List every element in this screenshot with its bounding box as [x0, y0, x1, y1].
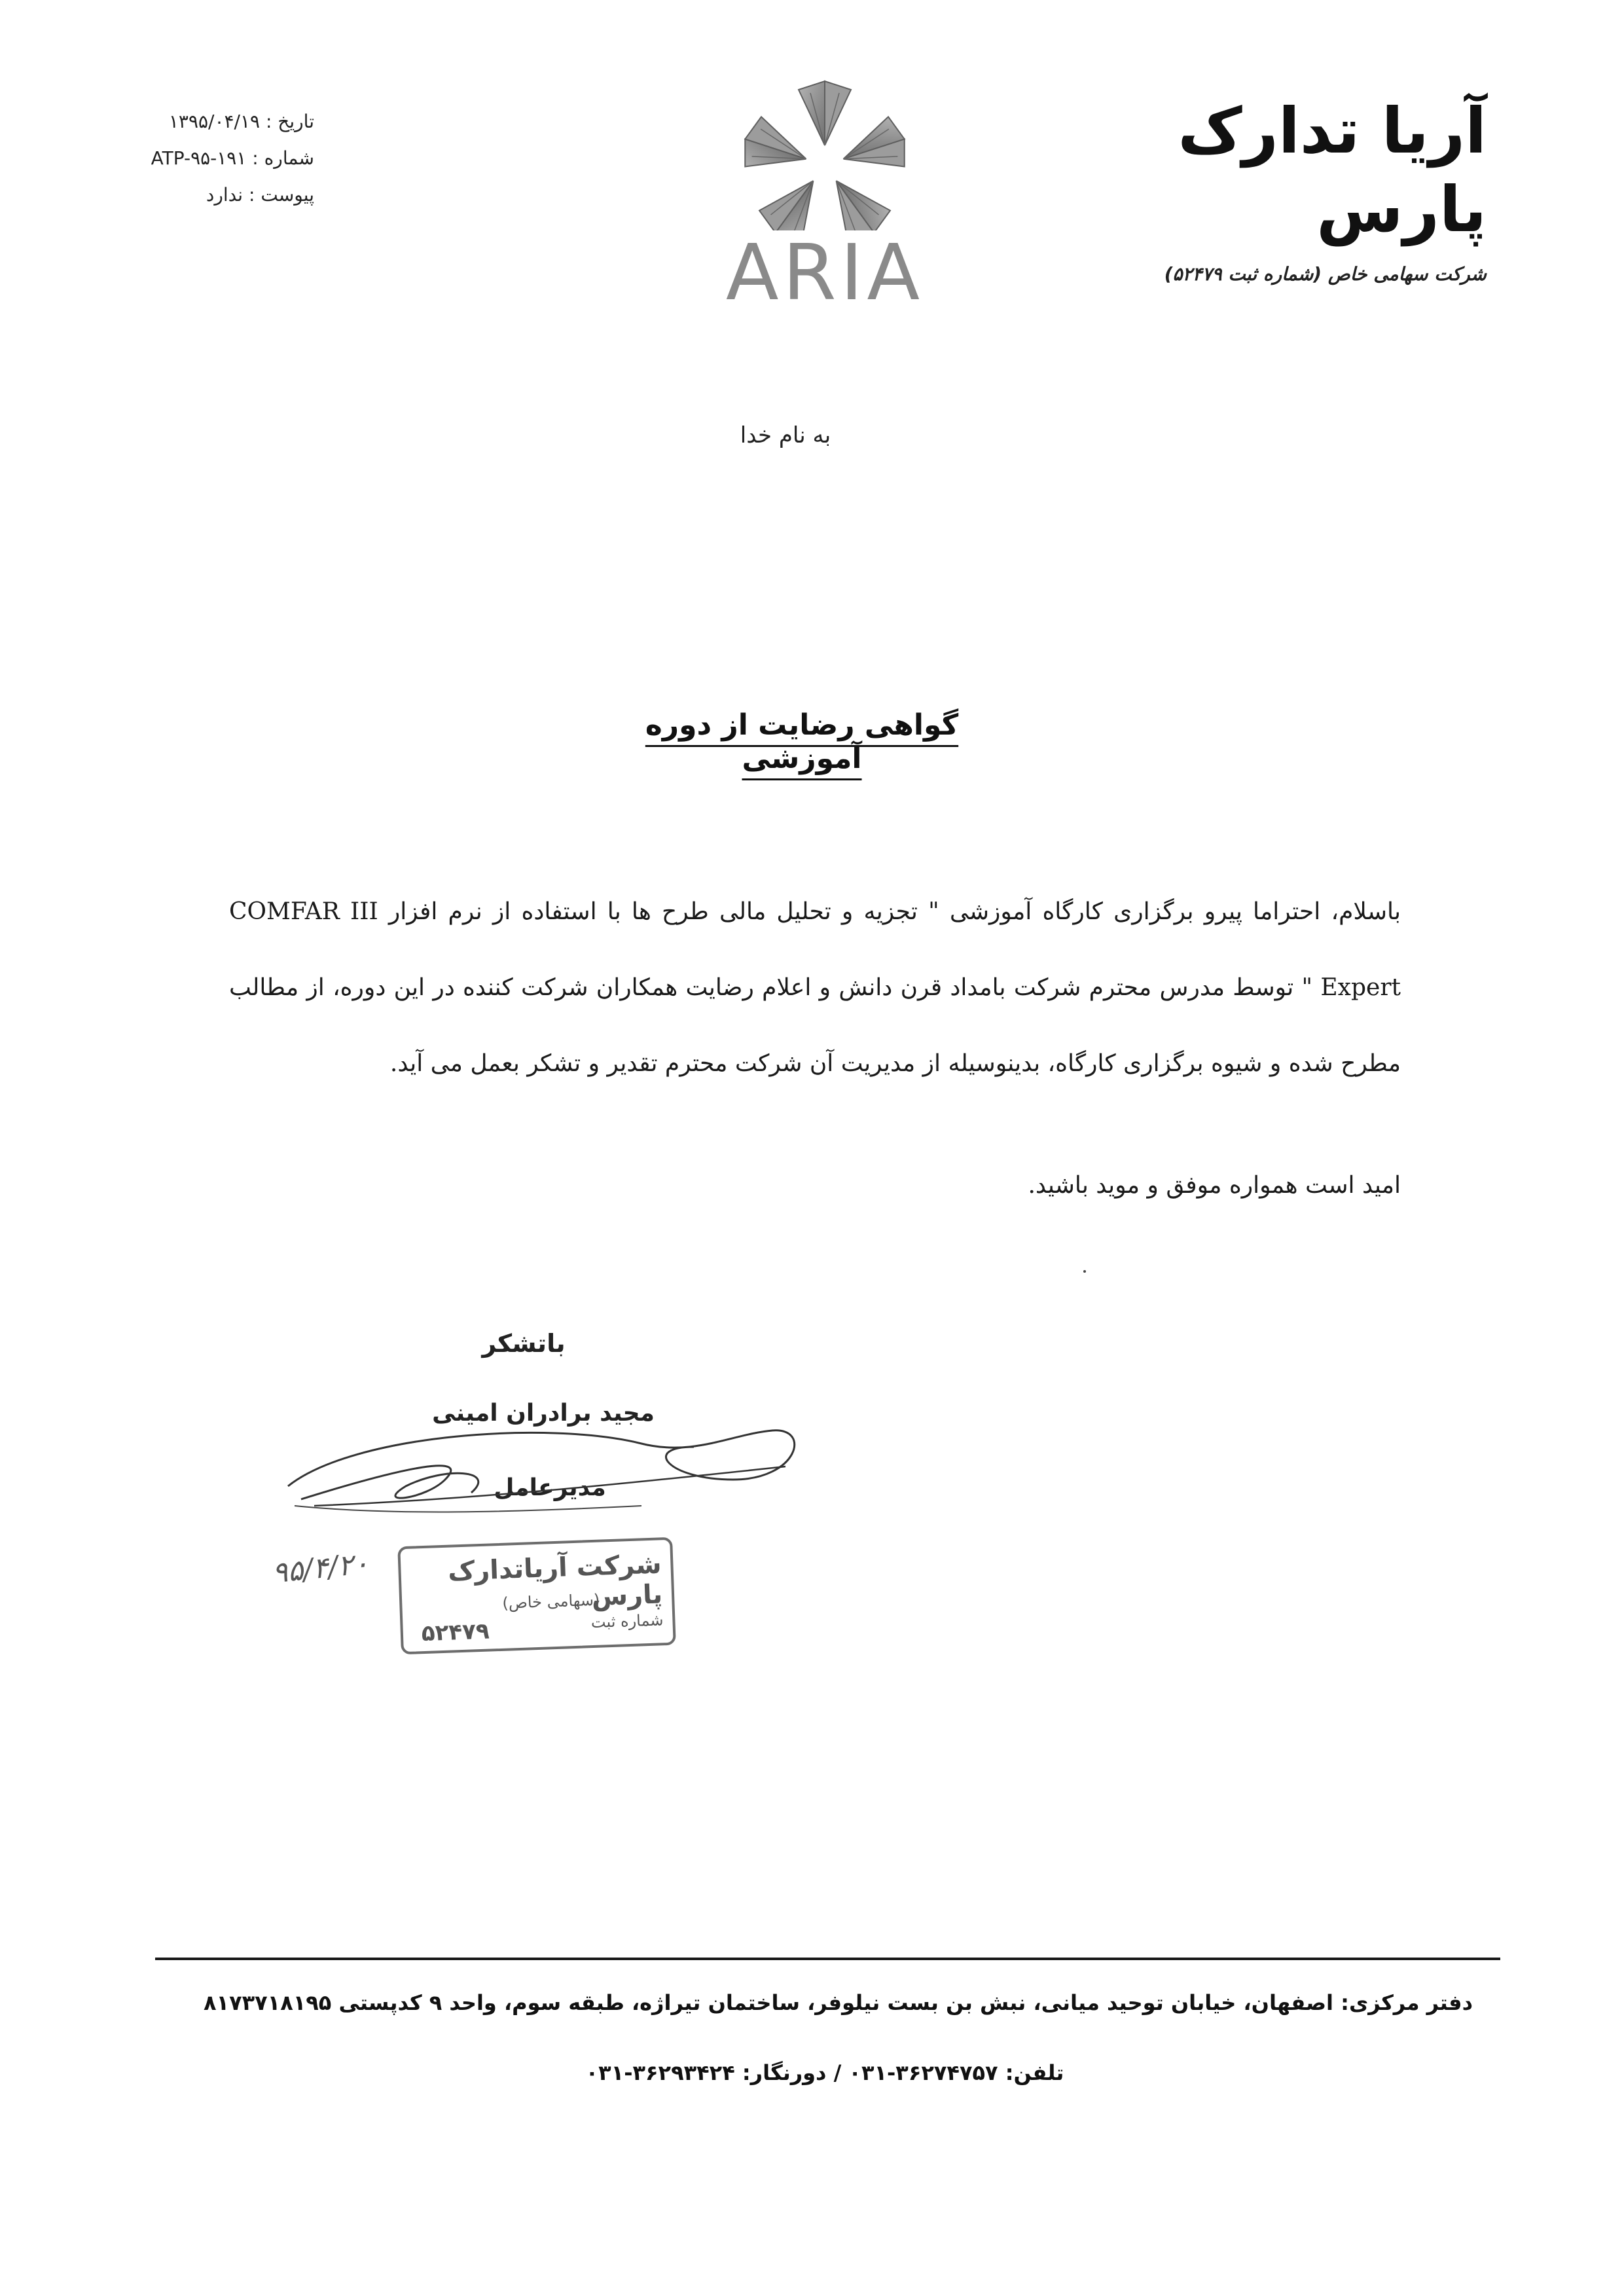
- letter-meta: [124, 103, 314, 213]
- handwritten-date: [249, 1539, 393, 1597]
- stamp-subtitle: (سهامی خاص): [502, 1590, 600, 1613]
- company-stamp: [397, 1537, 676, 1655]
- letter-date: تاریخ : ۱۳۹۵/۰۴/۱۹: [168, 111, 314, 132]
- stamp-reg-label: شماره ثبت: [590, 1611, 664, 1632]
- bismillah: به نام خدا: [740, 422, 831, 448]
- stamp-reg-number: ۵۲۴۷۹: [421, 1618, 490, 1647]
- body-paragraph: باسلام، احتراما پیرو برگزاری کارگاه آموزشی " تجزیه و تحلیل مالی طرح ها با استفاده از نرم افزار COMFAR III Expert " توسط مدرس محترم شرکت بامداد قرن دانش و اعلام رضایت همکاران شرکت کننده در این دوره، از مطالب مطرح شده و شیوه برگزاری کارگاه، بدینوسیله از مدیریت آن شرکت محترم تقدیر و تشکر بعمل می آید.: [229, 898, 1401, 1077]
- handwritten-date-text: ۹۵/۴/۲۰: [270, 1546, 370, 1590]
- logo-wordmark: ARIA: [725, 227, 924, 316]
- aria-logo-icon: [671, 41, 979, 316]
- certificate-title: گواهی رضایت از دوره آموزشی: [645, 708, 959, 775]
- footer-address: دفتر مرکزی: اصفهان، خیابان توحید میانی، نبش بن بست نیلوفر، ساختمان تیراژه، طبقه سوم، واحد ۹ کدپستی ۸۱۷۳۷۱۸۱۹۵: [204, 1990, 1473, 2015]
- footer-phone: تلفن: ۳۶۲۷۴۷۵۷-۰۳۱ / دورنگار: ۳۶۲۹۳۴۲۴-۰۳۱: [585, 2060, 1064, 2085]
- company-subtitle: شرکت سهامی خاص (شماره ثبت ۵۲۴۷۹): [1164, 263, 1487, 285]
- letter-attachment: پیوست : ندارد: [206, 184, 314, 206]
- footer-divider: [155, 1958, 1500, 1960]
- thanks-text: باتشکر: [482, 1329, 566, 1358]
- scan-speck: [1083, 1270, 1086, 1273]
- closing-line: امید است همواره موفق و موید باشید.: [1028, 1172, 1401, 1199]
- signer-role: مدیرعامل: [494, 1474, 606, 1501]
- letter-number: شماره : ۱۹۱-ATP-۹۵: [151, 147, 314, 169]
- signer-name: مجید برادران امینی: [432, 1400, 655, 1427]
- company-name: آریا تدارک پارس: [1178, 94, 1487, 246]
- company-header: [1028, 92, 1487, 285]
- aria-logo: [671, 41, 979, 316]
- handwritten-signature: [275, 1408, 812, 1519]
- stamp-title: شرکت آریاتدارک پارس: [447, 1549, 663, 1613]
